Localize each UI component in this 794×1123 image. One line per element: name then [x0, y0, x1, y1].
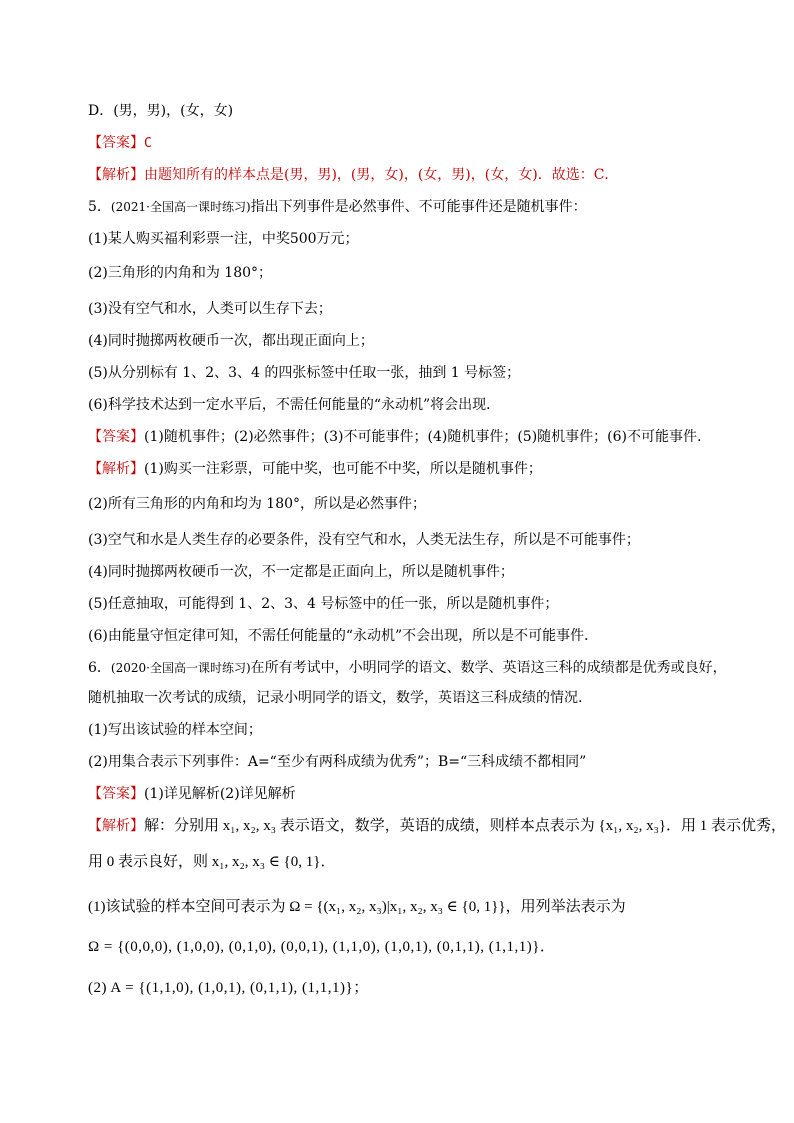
- q6-item-1: (1)写出该试验的样本空间；: [88, 722, 262, 738]
- answer-label: 【答案】: [88, 135, 144, 151]
- question-text: 在所有考试中，小明同学的语文、数学、英语这三科的成绩都是优秀或良好，: [250, 660, 727, 676]
- explanation-4: [88, 165, 618, 185]
- question-6-text-2: 随机抽取一次考试的成绩，记录小明同学的语文，数学，英语这三科成绩的情况.: [88, 690, 583, 706]
- explanation-6-line-4: Ω = {(0,0,0), (1,0,0), (0,1,0), (0,0,1), (1,1,0), (1,0,1), (0,1,1), (1,1,1)}．: [88, 939, 556, 955]
- question-source: (2020·全国高一课时练习): [110, 661, 251, 675]
- question-6-header: [88, 658, 727, 678]
- question-5-header: [88, 197, 587, 217]
- answer-label: 【答案】: [88, 786, 144, 802]
- explanation-text: 由题知所有的样本点是(男，男)，(男，女)，(女，男)，(女，女)．故选：C．: [144, 167, 619, 183]
- explanation-text: 解：分别用 x₁, x₂, x₃ 表示语文，数学，英语的成绩，则样本点表示为 {x₁, x₂, x₃}．用 1 表示优秀，: [144, 818, 787, 834]
- q5-item-4: (4)同时抛掷两枚硬币一次，都出现正面向上；: [88, 333, 374, 349]
- explanation-5-line-3: (3)空气和水是人类生存的必要条件，没有空气和水，人类无法生存，所以是不可能事件；: [88, 532, 640, 548]
- q5-item-1: (1)某人购买福利彩票一注，中奖500万元；: [88, 231, 359, 247]
- q5-item-2: (2)三角形的内角和为 180°；: [88, 265, 273, 281]
- answer-value: C: [144, 136, 152, 151]
- question-number: 6．: [88, 660, 111, 676]
- answer-value: (1)随机事件；(2)必然事件；(3)不可能事件；(4)随机事件；(5)随机事件；(6)不可能事件.: [144, 429, 702, 445]
- answer-6: [88, 784, 296, 804]
- q5-item-5: (5)从分别标有 1、2、3、4 的四张标签中任取一张，抽到 1 号标签；: [88, 365, 521, 381]
- explanation-5-line-5: (5)任意抽取，可能得到 1、2、3、4 号标签中的任一张，所以是随机事件；: [88, 596, 559, 612]
- explanation-text: (1)购买一注彩票，可能中奖，也可能不中奖，所以是随机事件；: [144, 461, 542, 477]
- explanation-label: 【解析】: [88, 461, 144, 477]
- explanation-6-line-5: (2) A = {(1,1,0), (1,0,1), (0,1,1), (1,1,1)}；: [88, 980, 369, 996]
- q5-item-3: (3)没有空气和水，人类可以生存下去；: [88, 301, 332, 317]
- question-source: (2021·全国高一课时练习): [110, 200, 251, 214]
- question-number: 5．: [88, 199, 111, 215]
- answer-5: [88, 427, 701, 447]
- question-text: 指出下列事件是必然事件、不可能事件还是随机事件：: [250, 199, 587, 215]
- explanation-5-line-2: (2)所有三角形的内角和均为 180°，所以是必然事件；: [88, 496, 427, 512]
- explanation-6-line-2: 用 0 表示良好，则 x₁, x₂, x₃ ∈ {0, 1}．: [88, 854, 336, 870]
- explanation-5-line-6: (6)由能量守恒定律可知，不需任何能量的“永动机”不会出现，所以是不可能事件．: [88, 628, 599, 644]
- answer-label: 【答案】: [88, 429, 144, 445]
- explanation-5-line-1: [88, 459, 542, 479]
- option-d: D．(男，男)，(女，女): [88, 103, 234, 119]
- explanation-label: 【解析】: [88, 167, 144, 183]
- q5-item-6: (6)科学技术达到一定水平后，不需任何能量的“永动机”将会出现．: [88, 397, 501, 413]
- explanation-6-line-1: [88, 816, 786, 836]
- q6-item-2: (2)用集合表示下列事件：A=“至少有两科成绩为优秀”；B=“三科成绩不都相同”: [88, 754, 587, 770]
- answer-value: (1)详见解析(2)详见解析: [144, 786, 296, 802]
- answer-4: [88, 133, 152, 154]
- explanation-6-line-3: (1)该试验的样本空间可表示为 Ω = {(x₁, x₂, x₃)|x₁, x₂, x₃ ∈ {0, 1}}，用列举法表示为: [88, 899, 626, 915]
- explanation-label: 【解析】: [88, 818, 144, 834]
- explanation-5-line-4: (4)同时抛掷两枚硬币一次，不一定都是正面向上，所以是随机事件；: [88, 564, 514, 580]
